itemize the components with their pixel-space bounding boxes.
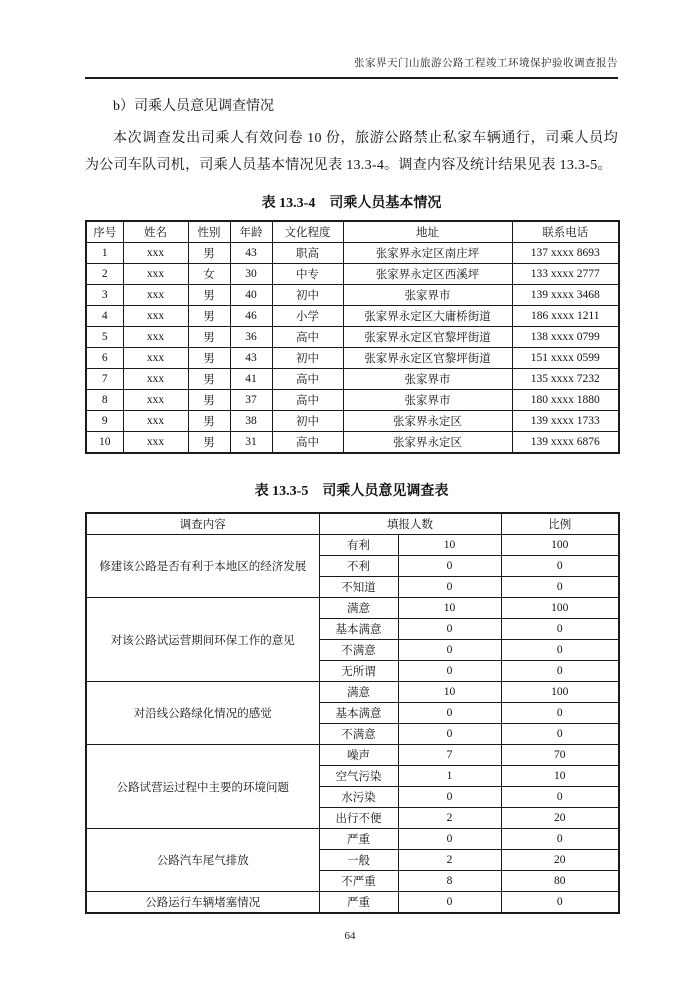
survey-ratio-cell: 10 xyxy=(501,766,619,787)
table-row xyxy=(86,285,619,306)
table1-cell: 职高 xyxy=(272,243,343,264)
survey-ratio-cell: 0 xyxy=(501,829,619,850)
table-row xyxy=(86,264,619,285)
table1-cell: 高中 xyxy=(272,327,343,348)
table1-cell: 女 xyxy=(188,264,230,285)
table1-cell: xxx xyxy=(123,411,188,432)
table1-cell: 180 xxxx 1880 xyxy=(512,390,619,411)
survey-count-cell: 0 xyxy=(398,787,501,808)
survey-ratio-cell: 0 xyxy=(501,619,619,640)
survey-ratio-cell: 100 xyxy=(501,535,619,556)
table1-cell: 4 xyxy=(86,306,123,327)
table1-header-cell: 姓名 xyxy=(123,221,188,243)
survey-count-cell: 0 xyxy=(398,556,501,577)
table1-header-cell: 文化程度 xyxy=(272,221,343,243)
survey-option-cell: 满意 xyxy=(319,682,398,703)
survey-topic-cell: 公路运行车辆堵塞情况 xyxy=(86,892,319,914)
table1-cell: xxx xyxy=(123,327,188,348)
table-row xyxy=(86,829,619,850)
table-row xyxy=(86,327,619,348)
survey-count-cell: 0 xyxy=(398,661,501,682)
survey-topic-cell: 对该公路试运营期间环保工作的意见 xyxy=(86,598,319,682)
survey-count-cell: 0 xyxy=(398,892,501,914)
survey-option-cell: 不满意 xyxy=(319,640,398,661)
survey-option-cell: 满意 xyxy=(319,598,398,619)
table1-cell: 张家界永定区官黎坪街道 xyxy=(343,348,512,369)
page-header xyxy=(85,55,618,79)
table1-cell: 男 xyxy=(188,432,230,454)
survey-option-cell: 严重 xyxy=(319,892,398,914)
table1-cell: xxx xyxy=(123,264,188,285)
table1-title: 表 13.3-4 司乘人员基本情况 xyxy=(261,196,442,211)
table-row xyxy=(86,598,619,619)
table2-body xyxy=(86,535,619,914)
survey-count-cell: 8 xyxy=(398,871,501,892)
survey-topic-cell: 修建该公路是否有利于本地区的经济发展 xyxy=(86,535,319,598)
table1-cell: 男 xyxy=(188,390,230,411)
table1-cell: 男 xyxy=(188,306,230,327)
table1-cell: xxx xyxy=(123,369,188,390)
table1-header-cell: 地址 xyxy=(343,221,512,243)
table-row xyxy=(86,369,619,390)
table2-title: 表 13.3-5 司乘人员意见调查表 xyxy=(254,484,449,499)
table-row xyxy=(86,411,619,432)
survey-option-cell: 不满意 xyxy=(319,724,398,745)
header-title: 张家界天门山旅游公路工程竣工环境保护验收调查报告 xyxy=(354,58,618,69)
table-row xyxy=(86,348,619,369)
survey-ratio-cell: 0 xyxy=(501,787,619,808)
table1-cell: 37 xyxy=(230,390,272,411)
table-row xyxy=(86,892,619,914)
table2-header-cell: 调查内容 xyxy=(86,513,319,535)
table1-cell: 中专 xyxy=(272,264,343,285)
survey-count-cell: 2 xyxy=(398,850,501,871)
table1-cell: 139 xxxx 1733 xyxy=(512,411,619,432)
table1-cell: 张家界市 xyxy=(343,390,512,411)
table1-cell: xxx xyxy=(123,348,188,369)
survey-topic-cell: 对沿线公路绿化情况的感觉 xyxy=(86,682,319,745)
section-heading: b）司乘人员意见调查情况 xyxy=(113,99,274,114)
table1-cell: 133 xxxx 2777 xyxy=(512,264,619,285)
survey-option-cell: 空气污染 xyxy=(319,766,398,787)
table-row xyxy=(86,243,619,264)
table1-cell: xxx xyxy=(123,285,188,306)
table1-cell: 31 xyxy=(230,432,272,454)
table1-cell: 41 xyxy=(230,369,272,390)
survey-ratio-cell: 100 xyxy=(501,598,619,619)
table1-cell: xxx xyxy=(123,306,188,327)
table1-cell: 139 xxxx 6876 xyxy=(512,432,619,454)
table1-header-cell: 序号 xyxy=(86,221,123,243)
table1-cell: 张家界永定区西溪坪 xyxy=(343,264,512,285)
body-paragraph: 本次调查发出司乘人有效问卷 10 份，旅游公路禁止私家车辆通行，司乘人员均为公司车队司机，司乘人员基本情况见表 13.3-4。调查内容及统计结果见表 13.3-5。 xyxy=(85,131,618,173)
table1-cell: 10 xyxy=(86,432,123,454)
survey-option-cell: 基本满意 xyxy=(319,619,398,640)
survey-ratio-cell: 100 xyxy=(501,682,619,703)
survey-topic-cell: 公路汽车尾气排放 xyxy=(86,829,319,892)
table1-cell: 36 xyxy=(230,327,272,348)
survey-count-cell: 0 xyxy=(398,724,501,745)
table1-cell: 高中 xyxy=(272,369,343,390)
table1-cell: 张家界市 xyxy=(343,369,512,390)
table1-cell: 男 xyxy=(188,285,230,306)
table1-cell: 张家界永定区 xyxy=(343,411,512,432)
survey-option-cell: 出行不便 xyxy=(319,808,398,829)
table1-cell: 张家界永定区官黎坪街道 xyxy=(343,327,512,348)
table1-header-row xyxy=(86,221,619,243)
survey-count-cell: 10 xyxy=(398,598,501,619)
survey-count-cell: 1 xyxy=(398,766,501,787)
table1-cell: 男 xyxy=(188,411,230,432)
table1-header-cell: 年龄 xyxy=(230,221,272,243)
table1-cell: 43 xyxy=(230,243,272,264)
table1-cell: 1 xyxy=(86,243,123,264)
table-row xyxy=(86,745,619,766)
table1-cell: 男 xyxy=(188,348,230,369)
table-crew-basic-info xyxy=(85,220,620,454)
table-row xyxy=(86,306,619,327)
table1-cell: 张家界永定区 xyxy=(343,432,512,454)
survey-count-cell: 0 xyxy=(398,703,501,724)
table1-cell: 男 xyxy=(188,369,230,390)
table1-cell: 43 xyxy=(230,348,272,369)
survey-ratio-cell: 0 xyxy=(501,892,619,914)
table1-cell: 151 xxxx 0599 xyxy=(512,348,619,369)
table1-cell: xxx xyxy=(123,432,188,454)
table1-cell: 3 xyxy=(86,285,123,306)
survey-option-cell: 基本满意 xyxy=(319,703,398,724)
table1-cell: xxx xyxy=(123,243,188,264)
table1-cell: 40 xyxy=(230,285,272,306)
table-row xyxy=(86,432,619,454)
table1-cell: 135 xxxx 7232 xyxy=(512,369,619,390)
survey-ratio-cell: 0 xyxy=(501,556,619,577)
table1-cell: 7 xyxy=(86,369,123,390)
table1-cell: 186 xxxx 1211 xyxy=(512,306,619,327)
table1-header-cell: 性别 xyxy=(188,221,230,243)
table2-header-row xyxy=(86,513,619,535)
table1-cell: 男 xyxy=(188,327,230,348)
table1-cell: 6 xyxy=(86,348,123,369)
survey-ratio-cell: 0 xyxy=(501,577,619,598)
survey-option-cell: 有利 xyxy=(319,535,398,556)
table1-cell: 8 xyxy=(86,390,123,411)
survey-count-cell: 0 xyxy=(398,577,501,598)
survey-option-cell: 严重 xyxy=(319,829,398,850)
table-opinion-survey xyxy=(85,512,620,914)
table1-cell: 139 xxxx 3468 xyxy=(512,285,619,306)
table-row xyxy=(86,535,619,556)
survey-ratio-cell: 20 xyxy=(501,808,619,829)
survey-ratio-cell: 20 xyxy=(501,850,619,871)
table1-cell: 初中 xyxy=(272,348,343,369)
survey-option-cell: 不知道 xyxy=(319,577,398,598)
table1-header-cell: 联系电话 xyxy=(512,221,619,243)
table1-cell: 38 xyxy=(230,411,272,432)
survey-ratio-cell: 0 xyxy=(501,724,619,745)
table1-cell: 初中 xyxy=(272,411,343,432)
table1-cell: 137 xxxx 8693 xyxy=(512,243,619,264)
table1-cell: 初中 xyxy=(272,285,343,306)
survey-topic-cell: 公路试营运过程中主要的环境问题 xyxy=(86,745,319,829)
table-row xyxy=(86,390,619,411)
table1-cell: 5 xyxy=(86,327,123,348)
survey-option-cell: 一般 xyxy=(319,850,398,871)
table1-cell: 高中 xyxy=(272,390,343,411)
table1-cell: 张家界永定区南庄坪 xyxy=(343,243,512,264)
table1-cell: 9 xyxy=(86,411,123,432)
survey-count-cell: 2 xyxy=(398,808,501,829)
table2-header-cell: 填报人数 xyxy=(319,513,501,535)
survey-count-cell: 0 xyxy=(398,829,501,850)
table1-cell: 张家界永定区大庸桥街道 xyxy=(343,306,512,327)
survey-count-cell: 10 xyxy=(398,682,501,703)
table1-cell: 张家界市 xyxy=(343,285,512,306)
table1-cell: 2 xyxy=(86,264,123,285)
table1-cell: 46 xyxy=(230,306,272,327)
survey-ratio-cell: 70 xyxy=(501,745,619,766)
survey-count-cell: 10 xyxy=(398,535,501,556)
survey-option-cell: 不利 xyxy=(319,556,398,577)
survey-option-cell: 无所谓 xyxy=(319,661,398,682)
survey-count-cell: 7 xyxy=(398,745,501,766)
survey-ratio-cell: 0 xyxy=(501,640,619,661)
survey-option-cell: 水污染 xyxy=(319,787,398,808)
table1-cell: 男 xyxy=(188,243,230,264)
table1-cell: 高中 xyxy=(272,432,343,454)
survey-count-cell: 0 xyxy=(398,619,501,640)
table1-body xyxy=(86,243,619,454)
table1-cell: xxx xyxy=(123,390,188,411)
survey-ratio-cell: 80 xyxy=(501,871,619,892)
survey-option-cell: 不严重 xyxy=(319,871,398,892)
page-number: 64 xyxy=(344,930,356,942)
table1-cell: 小学 xyxy=(272,306,343,327)
table2-header-cell: 比例 xyxy=(501,513,619,535)
table1-cell: 138 xxxx 0799 xyxy=(512,327,619,348)
survey-ratio-cell: 0 xyxy=(501,661,619,682)
survey-option-cell: 噪声 xyxy=(319,745,398,766)
table1-cell: 30 xyxy=(230,264,272,285)
survey-ratio-cell: 0 xyxy=(501,703,619,724)
table-row xyxy=(86,682,619,703)
survey-count-cell: 0 xyxy=(398,640,501,661)
